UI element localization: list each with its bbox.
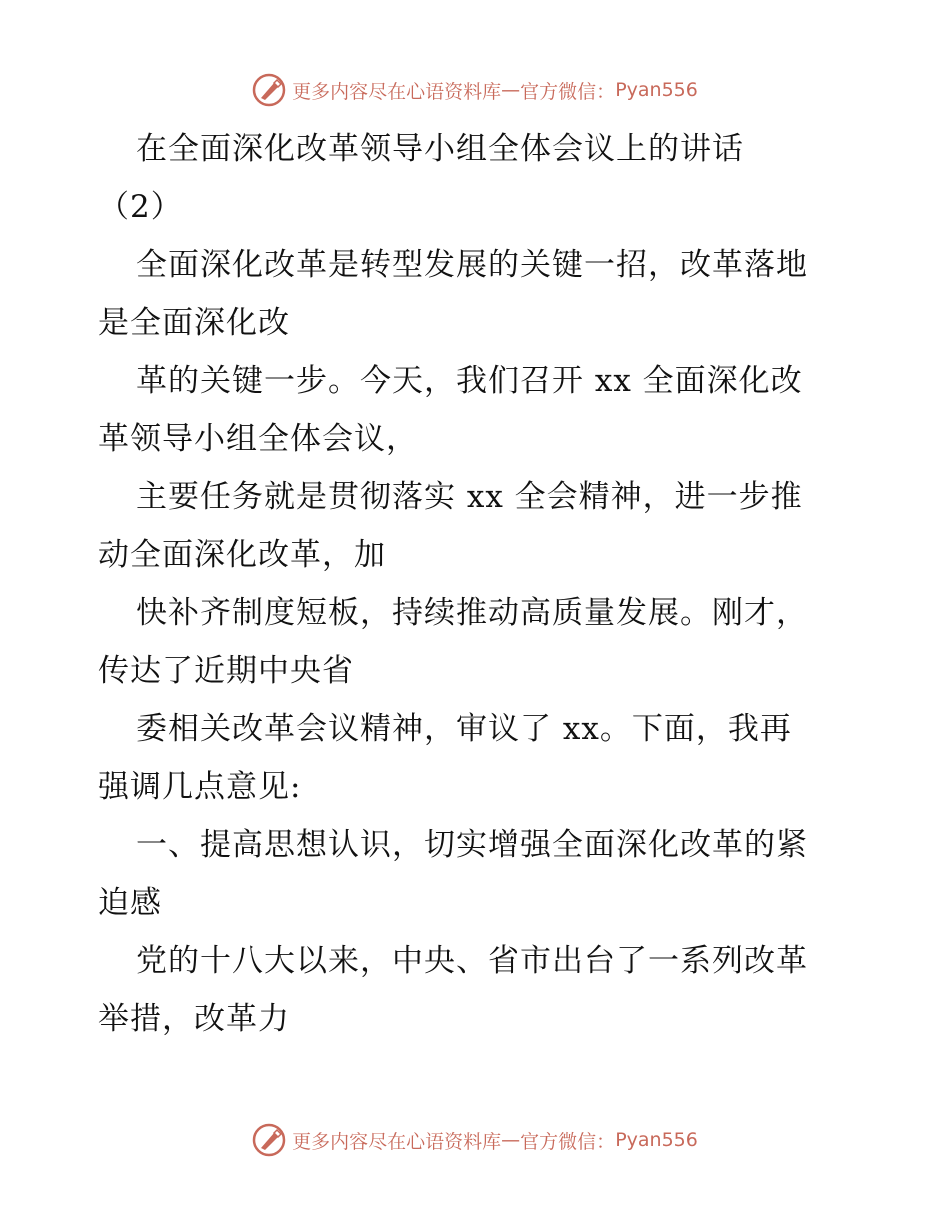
footer-watermark (0, 1120, 950, 1160)
paragraph-line: 强调几点意见: (98, 769, 302, 805)
section-heading-line: 迫感 (98, 885, 162, 921)
paragraph-line: 委相关改革会议精神，审议了 xx。下面，我再 (136, 711, 792, 747)
document-title-line-2: （2） (98, 189, 183, 225)
paragraph-line: 全面深化改革是转型发展的关键一招，改革落地 (136, 247, 808, 283)
paragraph-line: 革的关键一步。今天，我们召开 xx 全面深化改 (136, 363, 803, 399)
header-watermark (0, 70, 950, 110)
watermark-wechat-text: 官方微信： (520, 1130, 616, 1153)
paragraph-line: 动全面深化改革，加 (98, 537, 386, 573)
document-title-line-1: 在全面深化改革领导小组全体会议上的讲话 (136, 131, 744, 167)
watermark-site-text: 更多内容尽在心语资料库 (292, 80, 502, 103)
watermark-site-text: 更多内容尽在心语资料库 (292, 1130, 502, 1153)
paragraph-line: 是全面深化改 (98, 305, 290, 341)
section-heading-line: 一、提高思想认识，切实增强全面深化改革的紧 (136, 827, 808, 863)
paragraph-line: 党的十八大以来，中央、省市出台了一系列改革 (136, 943, 808, 979)
watermark-separator: — (501, 79, 521, 101)
pen-nib-logo-icon (252, 1123, 286, 1157)
paragraph-line: 传达了近期中央省 (98, 653, 354, 689)
watermark-wechat-id: Pyan556 (615, 1129, 698, 1151)
paragraph-line: 主要任务就是贯彻落实 xx 全会精神，进一步推 (136, 479, 803, 515)
watermark-wechat-id: Pyan556 (615, 79, 698, 101)
pen-nib-logo-icon (252, 73, 286, 107)
paragraph-line: 举措，改革力 (98, 1001, 290, 1037)
watermark-separator: — (501, 1129, 521, 1151)
document-body (98, 120, 858, 1048)
paragraph-line: 革领导小组全体会议， (98, 421, 418, 457)
paragraph-line: 快补齐制度短板，持续推动高质量发展。刚才， (136, 595, 808, 631)
watermark-wechat-text: 官方微信： (520, 80, 616, 103)
